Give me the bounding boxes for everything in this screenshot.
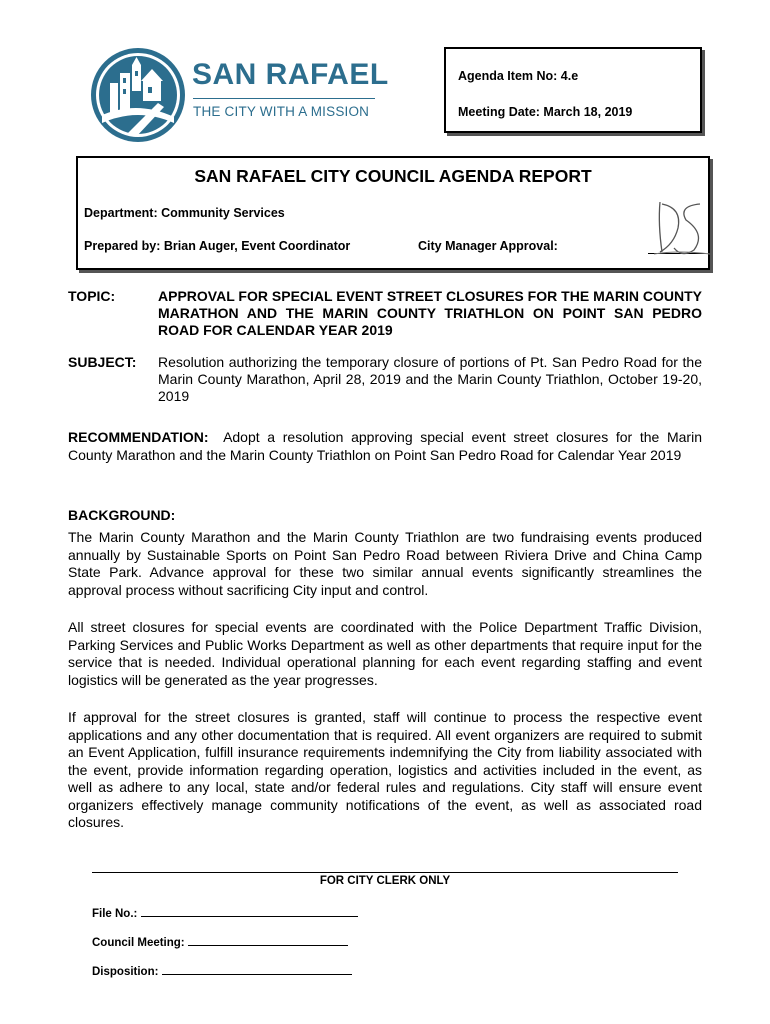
- background-paragraph-1: The Marin County Marathon and the Marin County Triathlon are two fundraising events produced annually by Sustainable Sports on Point San Pedro Road between Riviera Drive and China Camp State Park. Advance approval for these two similar annual events significantly streamlines the approval process without sacrificing City input and control.: [68, 529, 702, 598]
- subject-text: Resolution authorizing the temporary closure of portions of Pt. San Pedro Road for the Marin County Marathon, April 28, 2019 and the Marin County Triathlon, October 19-20, 2019: [158, 354, 702, 404]
- clerk-divider: [92, 872, 678, 873]
- meeting-date: Meeting Date: March 18, 2019: [458, 105, 633, 119]
- report-title: SAN RAFAEL CITY COUNCIL AGENDA REPORT: [194, 166, 592, 186]
- prepared-by: Prepared by: Brian Auger, Event Coordinator: [84, 239, 351, 253]
- file-number-label: File No.:: [92, 908, 138, 920]
- logo-divider: [193, 98, 375, 99]
- background-paragraph-3: If approval for the street closures is granted, staff will continue to process the respective event applications and any other documentation that is required. All event organizers are required to submit an Event Application, fulfill insurance requirements indemnifying the City from liability associated with the event, provide information regarding operation, logistics and activities included in the event, as well as adhere to any local, state and/or federal rules and regulations. City staff will ensure event organizers effectively manage community notifications of the event, as well as associated road closures.: [68, 709, 702, 830]
- agenda-item-number: Agenda Item No: 4.e: [458, 69, 579, 83]
- city-seal-icon: [88, 45, 188, 145]
- report-header-box: [76, 156, 710, 270]
- logo-city-name: SAN RAFAEL: [192, 58, 389, 91]
- clerk-section-title: FOR CITY CLERK ONLY: [319, 875, 451, 887]
- recommendation-paragraph: [68, 429, 702, 464]
- disposition-line: [162, 963, 352, 975]
- city-logo: [88, 45, 388, 145]
- disposition-field: [92, 963, 352, 978]
- recommendation-label: RECOMMENDATION:: [68, 429, 209, 445]
- agenda-info-box: [444, 47, 702, 133]
- handwritten-signature-icon: [648, 194, 718, 264]
- council-meeting-label: Council Meeting:: [92, 937, 185, 949]
- recommendation-text: Adopt a resolution approving special event street closures for the Marin County Marathon and the Marin County Triathlon on Point San Pedro Road for Calendar Year 2019: [68, 429, 702, 463]
- logo-tagline: THE CITY WITH A MISSION: [193, 104, 370, 119]
- background-heading: BACKGROUND:: [68, 507, 176, 523]
- disposition-label: Disposition:: [92, 966, 159, 978]
- subject-label: SUBJECT:: [68, 354, 137, 370]
- council-meeting-field: [92, 934, 348, 949]
- department: Department: Community Services: [84, 206, 285, 220]
- council-meeting-line: [188, 934, 348, 946]
- city-manager-approval: City Manager Approval:: [418, 239, 558, 253]
- file-number-line: [141, 905, 358, 917]
- file-number-field: [92, 905, 358, 920]
- topic-label: TOPIC:: [68, 288, 116, 304]
- topic-text: APPROVAL FOR SPECIAL EVENT STREET CLOSURES FOR THE MARIN COUNTY MARATHON AND THE MARIN COUNTY TRIATHLON ON POINT SAN PEDRO ROAD FOR CALENDAR YEAR 2019: [158, 288, 702, 338]
- background-paragraph-2: All street closures for special events are coordinated with the Police Department Traffic Division, Parking Services and Public Works Department as well as other departments that require input for the service that is needed. Individual operational planning for each event regarding staffing and event logistics will be generated as the year progresses.: [68, 619, 702, 688]
